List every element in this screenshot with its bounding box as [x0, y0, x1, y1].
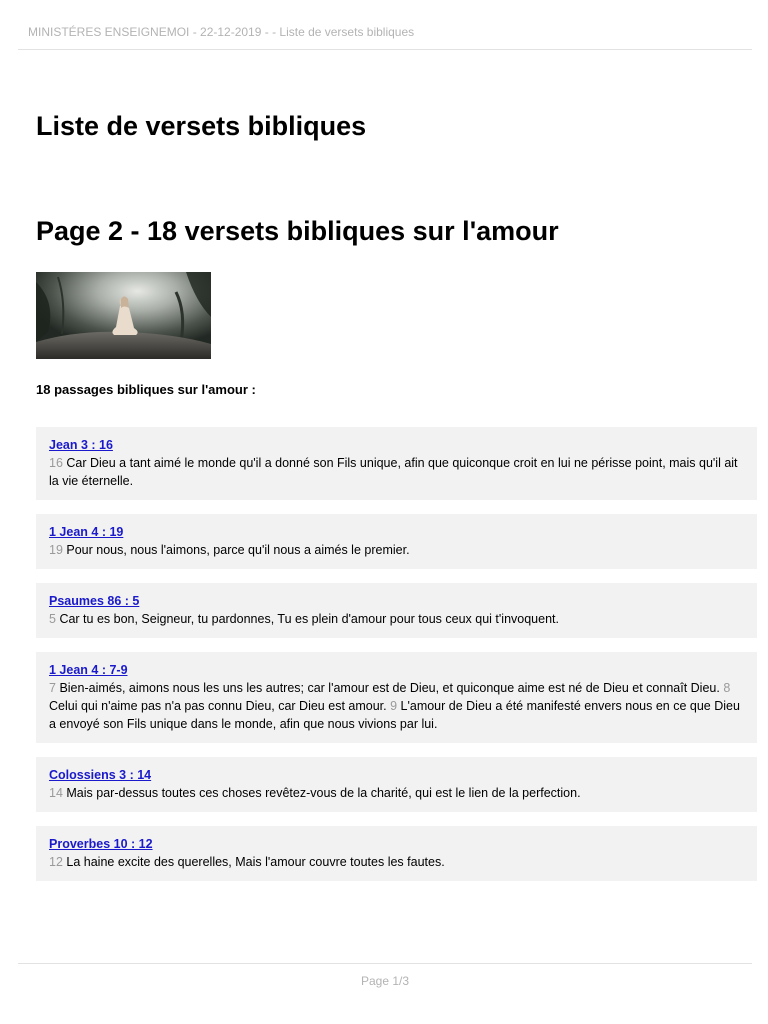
- verse-reference-link[interactable]: Jean 3 : 16: [49, 438, 113, 452]
- verse-text: [49, 454, 744, 490]
- verse-content: Car Dieu a tant aimé le monde qu'il a donné son Fils unique, afin que quiconque croit en lui ne périsse point, mais qu'il ait la vie éternelle.: [49, 456, 738, 488]
- running-header: [18, 24, 752, 50]
- verse-number: 12: [49, 855, 63, 869]
- verse-card: [36, 427, 757, 500]
- running-footer: [18, 963, 752, 989]
- verse-reference-link[interactable]: 1 Jean 4 : 7-9: [49, 663, 128, 677]
- verse-content: Car tu es bon, Seigneur, tu pardonnes, Tu es plein d'amour pour tous ceux qui t'invoquent.: [59, 612, 559, 626]
- running-header-text: MINISTÉRES ENSEIGNEMOI - 22-12-2019 - - Liste de versets bibliques: [28, 25, 415, 39]
- article-image: [36, 272, 211, 359]
- verse-text: [49, 541, 744, 559]
- verse-reference-link[interactable]: Colossiens 3 : 14: [49, 768, 152, 782]
- verse-number: 5: [49, 612, 56, 626]
- verse-number: 7: [49, 681, 56, 695]
- verse-number: 8: [723, 681, 731, 695]
- verse-content: L'amour de Dieu a été manifesté envers nous en ce que Dieu a envoyé son Fils unique dans le monde, afin que nous vivions par lui.: [49, 699, 740, 731]
- intro-text: 18 passages bibliques sur l'amour :: [36, 382, 256, 397]
- verse-content: Bien-aimés, aimons nous les uns les autres; car l'amour est de Dieu, et quiconque aime est né de Dieu et connaît Dieu.: [59, 681, 720, 695]
- verse-card: [36, 826, 757, 881]
- verse-content: La haine excite des querelles, Mais l'amour couvre toutes les fautes.: [66, 855, 445, 869]
- verse-card: [36, 583, 757, 638]
- verse-number: 9: [390, 699, 398, 713]
- verse-list: [36, 427, 757, 895]
- verse-content: Celui qui n'aime pas n'a pas connu Dieu, car Dieu est amour.: [49, 699, 387, 713]
- page-number: Page 1/3: [360, 974, 410, 988]
- verse-card: [36, 652, 757, 743]
- verse-card: [36, 514, 757, 569]
- verse-text: [49, 853, 744, 871]
- document-title: Liste de versets bibliques: [36, 111, 367, 141]
- verse-reference-link[interactable]: Proverbes 10 : 12: [49, 837, 153, 851]
- verse-text: [49, 784, 744, 802]
- verse-content: Mais par-dessus toutes ces choses revêtez-vous de la charité, qui est le lien de la perfection.: [66, 786, 581, 800]
- verse-number: 16: [49, 456, 63, 470]
- verse-reference-link[interactable]: 1 Jean 4 : 19: [49, 525, 124, 539]
- verse-number: 14: [49, 786, 63, 800]
- verse-text: [49, 679, 744, 733]
- verse-content: Pour nous, nous l'aimons, parce qu'il nous a aimés le premier.: [66, 543, 410, 557]
- verse-card: [36, 757, 757, 812]
- page-heading: Page 2 - 18 versets bibliques sur l'amour: [36, 216, 559, 246]
- verse-reference-link[interactable]: Psaumes 86 : 5: [49, 594, 140, 608]
- verse-number: 19: [49, 543, 63, 557]
- verse-text: [49, 610, 744, 628]
